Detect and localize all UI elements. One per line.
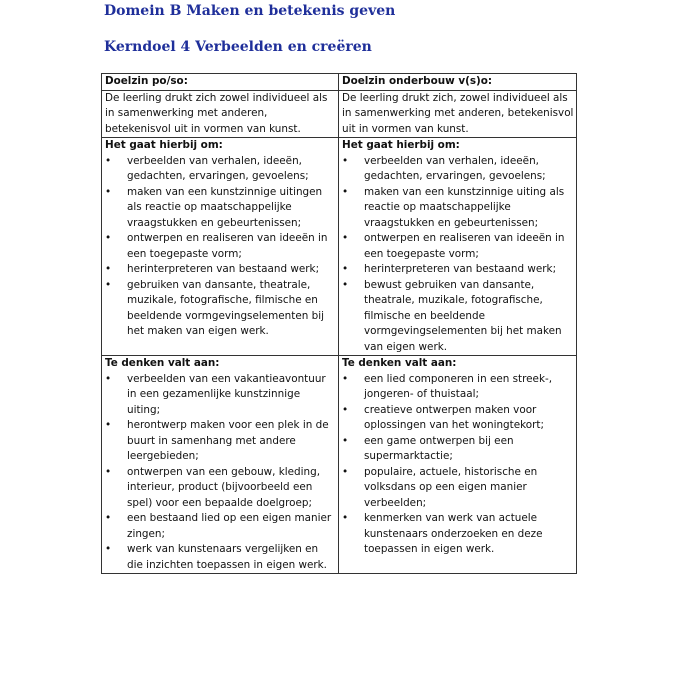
list-item: • een game ontwerpen bij een supermarktactie; [342,434,574,465]
list-item: • bewust gebruiken van dansante, theatrale, muzikale, fotografische, filmische en beeldende vormgevingselementen bij het maken van eigen werk. [342,278,574,356]
header-po-so: Doelzin po/so: [102,74,339,91]
list-item: • ontwerpen en realiseren van ideeën in een toegepaste vorm; [105,231,336,262]
examples-cell-onderbouw [339,356,577,574]
scope-cell-onderbouw [339,138,577,356]
domain-heading: Domein B Maken en betekenis geven [104,3,396,19]
list-item: • herinterpreteren van bestaand werk; [105,262,336,278]
list-item: • ontwerpen van een gebouw, kleding, interieur, product (bijvoorbeeld een spel) voor een bepaalde doelgroep; [105,465,336,512]
goal-heading: Kerndoel 4 Verbeelden en creëren [104,39,372,55]
goal-onderbouw: De leerling drukt zich, zowel individueel als in samenwerking met anderen, betekenisvol uit in vormen van kunst. [339,90,577,138]
list-item: • herinterpreteren van bestaand werk; [342,262,574,278]
list-item: • verbeelden van verhalen, ideeën, gedachten, ervaringen, gevoelens; [342,154,574,185]
examples-list [105,372,336,574]
list-item: • populaire, actuele, historische en volksdans op een eigen manier verbeelden; [342,465,574,512]
list-item: • maken van een kunstzinnige uiting als reactie op maatschappelijke vraagstukken en gebeurtenissen; [342,185,574,232]
scope-cell-po-so [102,138,339,356]
goal-po-so: De leerling drukt zich zowel individueel als in samenwerking met anderen, betekenisvol uit in vormen van kunst. [102,90,339,138]
scope-list [105,154,336,340]
goals-table [101,73,577,574]
list-item: • herontwerp maken voor een plek in de buurt in samenhang met andere leergebieden; [105,418,336,465]
examples-title: Te denken valt aan: [105,357,220,369]
scope-title: Het gaat hierbij om: [342,139,460,151]
scope-title: Het gaat hierbij om: [105,139,223,151]
list-item: • ontwerpen en realiseren van ideeën in een toegepaste vorm; [342,231,574,262]
examples-row [102,356,577,574]
list-item: • een bestaand lied op een eigen manier zingen; [105,511,336,542]
examples-cell-po-so [102,356,339,574]
list-item: • creatieve ontwerpen maken voor oplossingen van het woningtekort; [342,403,574,434]
list-item: • verbeelden van verhalen, ideeën, gedachten, ervaringen, gevoelens; [105,154,336,185]
list-item: • maken van een kunstzinnige uitingen als reactie op maatschappelijke vraagstukken en gebeurtenissen; [105,185,336,232]
list-item: • verbeelden van een vakantieavontuur in een gezamenlijke kunstzinnige uiting; [105,372,336,419]
examples-list [342,372,574,558]
list-item: • gebruiken van dansante, theatrale, muzikale, fotografische, filmische en beeldende vormgevingselementen bij het maken van eigen werk. [105,278,336,340]
goal-row [102,90,577,138]
list-item: • werk van kunstenaars vergelijken en die inzichten toepassen in eigen werk. [105,542,336,573]
table-header-row [102,74,577,91]
scope-list [342,154,574,356]
examples-title: Te denken valt aan: [342,357,457,369]
list-item: • een lied componeren in een streek-, jongeren- of thuistaal; [342,372,574,403]
list-item: • kenmerken van werk van actuele kunstenaars onderzoeken en deze toepassen in eigen werk. [342,511,574,558]
scope-row [102,138,577,356]
header-onderbouw: Doelzin onderbouw v(s)o: [339,74,577,91]
